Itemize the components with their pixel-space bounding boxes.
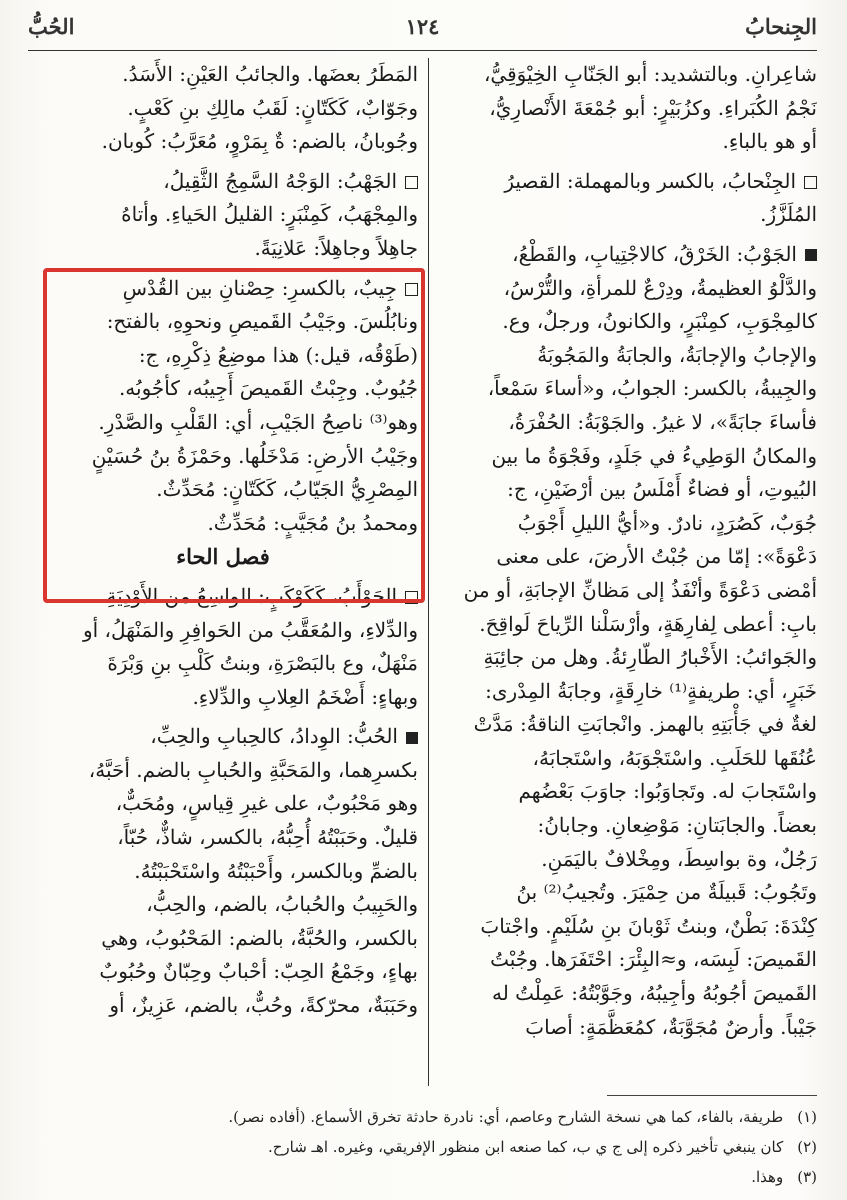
entry-text: الجَوْبُ: الخَرْقُ، كالاجْتِيابِ، والقَطْعُ، [512,241,797,266]
text-line: بعضاً. والجابَتانِ: مَوْضِعانِ. وجابانُ: [537,813,817,838]
footnote [37,1102,817,1132]
text-line: وجَوّابٌ، كَكَتّانٍ: لَقَبُ مالِكِ بنِ كَعْبٍ. [127,95,418,120]
text-line: وجَيْبُ الأرضِ: مَدْخَلُها. وحَمْزَةُ بنُ حُسَيْنٍ [91,443,418,468]
text-line: واسْتَجابَ له. وتَجاوَبُوا: جاوَبَ بَعْضُهم [518,779,817,804]
open-square-marker-icon [804,176,817,189]
text-line: بهاءٍ، وجَمْعُ الحِبّ: أحْبابٌ وحِبّانٌ وحُبُوبٌ [99,959,418,984]
entry-text: الحُبُّ: الوِدادُ، كالحِبابِ والحِبِّ، [150,724,398,749]
footnote [37,1162,817,1192]
text-line: والدَّلْوُ العظيمةُ، ودِرْعٌ للمرأةِ، والتُّرْسُ، [503,275,817,300]
text-line: جاهِلاً وجاهِلاً: عَلانِيَةً. [254,235,418,260]
text-line: خَبَرٍ، أي: طريفةٍ⁽¹⁾ خارِقَةٍ، وجابَةُ المِدْرى: [485,678,817,703]
section-heading: فصل الحاء [176,544,270,570]
text-line: والمكانُ الوَطِيءُ في جَلَدٍ، وفَجْوَةُ ما بين [491,443,817,468]
text-line: أمْضى دَعْوَةً وأنْفَذُ إلى مَظانِّ الإجابَةِ، أو من [463,577,817,602]
text-line: وهو⁽³⁾ ناصِحُ الجَيْبِ، أي: القَلْبِ والصَّدْرِ. [98,409,418,434]
footnote-number: (٣) [797,1168,817,1186]
text-line: ونابُلُسَ. وجَيْبُ القَميصِ ونحوِهِ، بالفتح: [106,309,418,334]
text-line: وحَبَبَةٌ، محرّكةً، وحُبٌّ، بالضم، عَزِيزٌ، أو [109,993,418,1018]
entry-jawb [419,238,817,272]
footnote-text: كان ينبغي تأخير ذكره إلى ج ي ب، كما صنعه ابن منظور الإفريقي، وغيره. اهـ شارح. [267,1138,784,1156]
text-line: مَنْهَلٌ، وع بالبَصْرَةِ، وبنتُ كَلْبِ بنِ وَبْرَةَ [107,651,418,676]
text-line: والجِيبةُ، بالكسر: الجوابُ، و«أساءَ سَمْعاً، [487,376,817,401]
text-line: البُيوتِ، أو فضاءٌ أَمْلَسُ بين أرْضَيْنِ، ج: [507,477,817,502]
entry-text: الجَهْبُ: الوَجْهُ السَّمِجُ الثَّقِيلُ، [163,168,397,193]
entry-text: الحَوْأَبُ، كَكَوْكَبٍ: الواسِعُ من الأَوْدِيَةِ [106,583,397,608]
footnote-number: (١) [797,1108,817,1126]
text-line: ومحمدُ بنُ مُجَيَّبٍ: مُحَدِّثٌ. [207,510,418,535]
text-line: كالمِجْوَبِ، كمِنْبَرٍ، والكانونُ، ورجلٌ، وع. [502,309,817,334]
running-head [28,14,817,46]
footnote-rule [607,1095,817,1096]
text-line: جَيْباً. وأرضٌ مُجَوَّبَةٌ، كمُعَظَّمَةٍ: أصابَ [525,1014,817,1039]
page-number: ١٢٤ [405,14,440,39]
footnote-text: وهذا. [751,1168,784,1186]
text-line: والجَوائبُ: الأَخْبارُ الطّارِئةُ. وهل من جائِبَةِ [483,645,817,670]
text-line: المَطَرُ بعضَها. والجائبُ العَيْنِ: الأَسَدُ. [122,62,418,86]
running-head-last-word: الحُبُّ [28,14,75,39]
header-rule [28,50,817,51]
text-line: والدِّلاءِ، والمُعَقَّبُ من الحَوافِرِ والمَنْهَلُ، أو [82,617,418,642]
text-line: بابِ: أعطى لِفارِهَةٍ، وأرْسَلْنا الرِّياحَ لَواقِحَ. [479,611,817,636]
footnote-text: طريفة، بالفاء، كما هي نسخة الشارح وعاصم، أي: نادرة حادثة تخرق الأسماع. (أفاده نصر). [228,1108,784,1126]
entry-hubb [28,720,418,754]
text-line: بالضمِّ وبالكسر، وأَحْبَبْتُهُ واسْتَحْبَبْتُهُ. [134,858,418,883]
text-line: كِنْدَةَ: بَطْنٌ، وبنتُ ثَوْبانَ بنِ سُلَيْمٍ. واجْتابَ [480,913,817,938]
text-line: وتَجُوبُ: قَبيلَةٌ من حِمْيَرَ. وتُجيبُ⁽²⁾ بنُ [516,880,817,905]
text-line: دَعْوَةً»: إمّا من جُبْتُ الأرضَ، على معنى [496,544,817,569]
text-line: (طَوْقُه، قيل:) هذا موضِعُ ذِكْرِهِ، ج: [138,342,418,367]
text-line: عُنُقَها للحَلَبِ. واسْتَجْوَبَهُ، واسْتَجابَهُ، [532,745,817,770]
text-line: المُلَزَّزُ. [760,202,817,227]
footnote [37,1132,817,1162]
text-line: والإجابُ والإجابَةُ، والجابَةُ والمَجُوبَةُ [537,342,817,367]
right-column [419,58,817,1088]
text-line: بالكسر، والحُبَّةُ، بالضم: المَحْبُوبُ، وهي [101,925,418,950]
text-line: رَجُلٌ، وة بواسِطَ، ومِخْلافٌ باليَمَنِ. [541,846,817,871]
text-line: جُيُوبٌ. وجِبْتُ القَميصَ أَجِيبُه، كأجُوبُه. [118,376,418,401]
text-line: لغةٌ في جَأْبَتِهِ بالهمز. وانْجابَتِ الناقةُ: مَدَّتْ [473,712,817,737]
text-line: المِصْرِيُّ الجَيّابُ، كَكَتّانٍ: مُحَدِّثٌ. [156,477,418,502]
text-line: نَجْمُ الكُبَراءِ. وكزُبَيْرٍ: أبو جُمْعَةَ الأَنْصارِيُّ، [489,95,817,120]
entry-text: الجِنْحابُ، بالكسر وبالمهملة: القصيرُ [504,168,796,193]
text-line: والمِجْهَبُ، كَمِنْبَرٍ: القليلُ الحَياءِ. وأتاهُ [121,202,418,227]
text-line: وهو مَحْبُوبٌ، على غيرِ قِياسٍ، ومُحَبٌّ، [115,791,418,816]
text-line: والحَبِيبُ والحُبابُ، بالضم، والحِبُّ، [146,892,418,917]
text-line: جُوَبٌ، كَصُرَدٍ، نادرٌ. و«أيُّ الليلِ أَجْوَبُ [517,510,817,535]
filled-square-marker-icon [406,732,418,744]
footnote-number: (٢) [797,1138,817,1156]
text-line: القَميصَ أجُوبُهُ وأجِيبُهُ، وجَوَّبْتُهُ: عَمِلْتُ له [491,981,817,1006]
filled-square-marker-icon [805,249,817,261]
text-line: بكسرِهما، والمَحَبَّةِ والحُبابِ بالضم. أحَبَّهُ، [88,757,418,782]
running-head-first-word: الجِنحابُ [745,14,817,39]
text-line: وجُوبانُ، بالضم: ةٌ بِمَرْوٍ، مُعَرَّبُ: كُوبان. [101,129,418,154]
entry-jahb [28,165,418,199]
text-line: القَميصَ: لَبِسَه، و≈البِئْرَ: احْتَفَرَها. وجُبْتُ [490,947,817,972]
highlight-annotation-box [43,268,425,603]
text-line: شاعِرانِ. وبالتشديد: أبو الجَنّابِ الخِيْوَقِيُّ، [483,62,817,86]
text-line: فأساءَ جابَةً»، لا غيرُ. والجَوْبَةُ: الحُفْرَةُ، [508,409,817,434]
entry-text: جِيبٌ، بالكسرِ: حِصْنانِ بين القُدْسِ [122,275,397,300]
text-line: أو هو بالباءِ. [722,129,817,154]
column-divider [428,58,429,1086]
text-line: وبهاءٍ: أَضْخَمُ العِلابِ والدِّلاءِ. [192,684,418,709]
text-line: قليلٌ. وحَبَبْتُهُ أُحِبُّهُ، بالكسر، شاذٌّ، حُبّاً، [117,825,418,850]
open-square-marker-icon [405,176,418,189]
entry-janhab [419,165,817,199]
footnotes [37,1102,817,1192]
